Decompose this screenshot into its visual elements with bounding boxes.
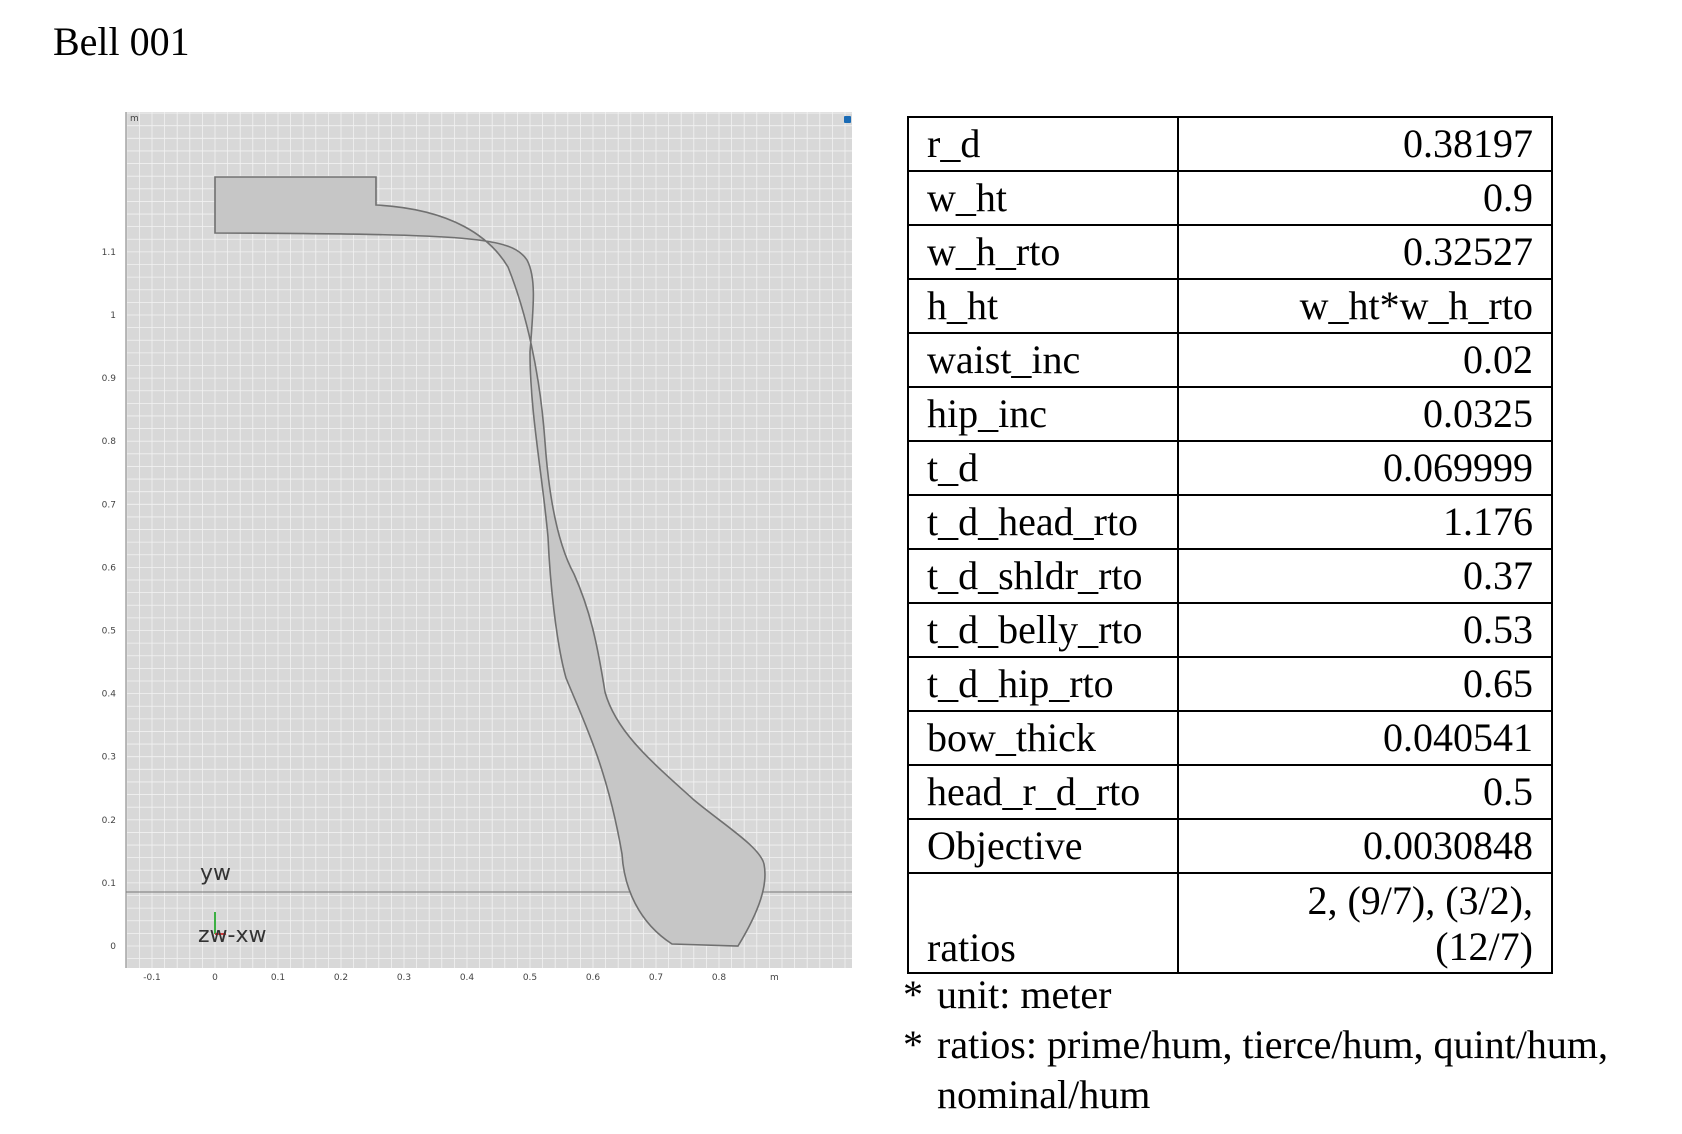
- plot-canvas: [72, 112, 852, 982]
- parameter-value: 0.02: [1178, 333, 1552, 387]
- y-tick-label: 0.2: [101, 815, 116, 826]
- parameter-row: [908, 765, 1552, 819]
- settings-marker-icon: [844, 116, 851, 123]
- parameter-name: ratios: [908, 873, 1178, 973]
- parameter-row: [908, 441, 1552, 495]
- x-tick-label: 0.2: [333, 973, 349, 982]
- page-title: Bell 001: [53, 19, 190, 64]
- parameter-name: h_ht: [908, 279, 1178, 333]
- parameter-value: 0.38197: [1178, 117, 1552, 171]
- parameter-name: t_d_shldr_rto: [908, 549, 1178, 603]
- parameter-value: 0.9: [1178, 171, 1552, 225]
- parameter-value: 0.069999: [1178, 441, 1552, 495]
- bell-profile-plot: [72, 112, 852, 982]
- parameter-row: [908, 657, 1552, 711]
- axis-y-label: yw: [200, 861, 232, 886]
- parameter-row: [908, 117, 1552, 171]
- parameter-row: [908, 711, 1552, 765]
- axis-x-label: zw-xw: [198, 923, 267, 948]
- parameter-row: [908, 603, 1552, 657]
- parameter-name: w_h_rto: [908, 225, 1178, 279]
- footnote-unit: [903, 970, 1657, 1020]
- x-tick-label: 0.6: [585, 973, 601, 982]
- parameter-name: r_d: [908, 117, 1178, 171]
- parameter-row: [908, 819, 1552, 873]
- parameter-name: t_d_head_rto: [908, 495, 1178, 549]
- footnote-text: unit: meter: [937, 972, 1112, 1017]
- x-tick-label: 0.7: [648, 973, 664, 982]
- parameter-value: [1178, 873, 1552, 973]
- parameter-value: 1.176: [1178, 495, 1552, 549]
- parameter-value: 0.0325: [1178, 387, 1552, 441]
- y-tick-label: 0.1: [101, 878, 116, 889]
- x-unit-label: m: [770, 973, 779, 982]
- parameter-row: [908, 387, 1552, 441]
- parameter-name: waist_inc: [908, 333, 1178, 387]
- footnote-ratios: [903, 1020, 1657, 1120]
- parameter-value: 0.53: [1178, 603, 1552, 657]
- parameter-row: [908, 873, 1552, 973]
- parameter-row: [908, 333, 1552, 387]
- parameter-name: hip_inc: [908, 387, 1178, 441]
- x-tick-label: 0: [212, 973, 218, 982]
- parameter-value: w_ht*w_h_rto: [1178, 279, 1552, 333]
- parameter-name: t_d_hip_rto: [908, 657, 1178, 711]
- parameter-value-line: (12/7): [1435, 924, 1533, 969]
- y-tick-label: 1: [110, 311, 116, 321]
- parameter-name: t_d_belly_rto: [908, 603, 1178, 657]
- parameter-row: [908, 495, 1552, 549]
- parameter-value: 0.0030848: [1178, 819, 1552, 873]
- x-tick-label: 0.8: [711, 973, 727, 982]
- x-tick-label: 0.3: [396, 973, 412, 982]
- parameter-value: 0.040541: [1178, 711, 1552, 765]
- footnote-marker: *: [903, 972, 923, 1017]
- y-tick-label: 0.4: [101, 689, 116, 700]
- y-tick-label: 0.7: [101, 500, 116, 511]
- parameter-value: 0.65: [1178, 657, 1552, 711]
- parameter-name: t_d: [908, 441, 1178, 495]
- x-tick-label: 0.4: [459, 973, 475, 982]
- y-tick-label: 0.9: [101, 374, 116, 385]
- footnote-text: ratios: prime/hum, tierce/hum, quint/hum, nominal/hum: [937, 1022, 1608, 1117]
- parameter-row: [908, 171, 1552, 225]
- parameter-name: w_ht: [908, 171, 1178, 225]
- parameter-table-body: [908, 117, 1552, 973]
- parameter-value: 0.32527: [1178, 225, 1552, 279]
- parameter-value: 0.37: [1178, 549, 1552, 603]
- parameter-row: [908, 549, 1552, 603]
- parameter-name: Objective: [908, 819, 1178, 873]
- y-tick-label: 0: [110, 942, 116, 952]
- footnotes: [903, 970, 1657, 1120]
- footnote-marker: *: [903, 1022, 923, 1067]
- x-tick-label: 0.5: [522, 973, 538, 982]
- parameter-table: [907, 116, 1553, 974]
- parameter-row: [908, 225, 1552, 279]
- parameter-row: [908, 279, 1552, 333]
- parameter-name: head_r_d_rto: [908, 765, 1178, 819]
- parameter-value: 0.5: [1178, 765, 1552, 819]
- y-tick-label: 0.8: [101, 437, 116, 448]
- x-tick-label: 0.1: [270, 973, 286, 982]
- parameter-name: bow_thick: [908, 711, 1178, 765]
- y-tick-label: 0.6: [101, 563, 116, 574]
- y-tick-label: 0.3: [101, 752, 116, 763]
- y-unit-label: m: [130, 114, 139, 124]
- y-tick-label: 0.5: [101, 626, 116, 637]
- parameter-value-line: 2, (9/7), (3/2),: [1307, 878, 1533, 923]
- y-tick-label: 1.1: [101, 247, 116, 258]
- x-tick-label: -0.1: [143, 973, 161, 982]
